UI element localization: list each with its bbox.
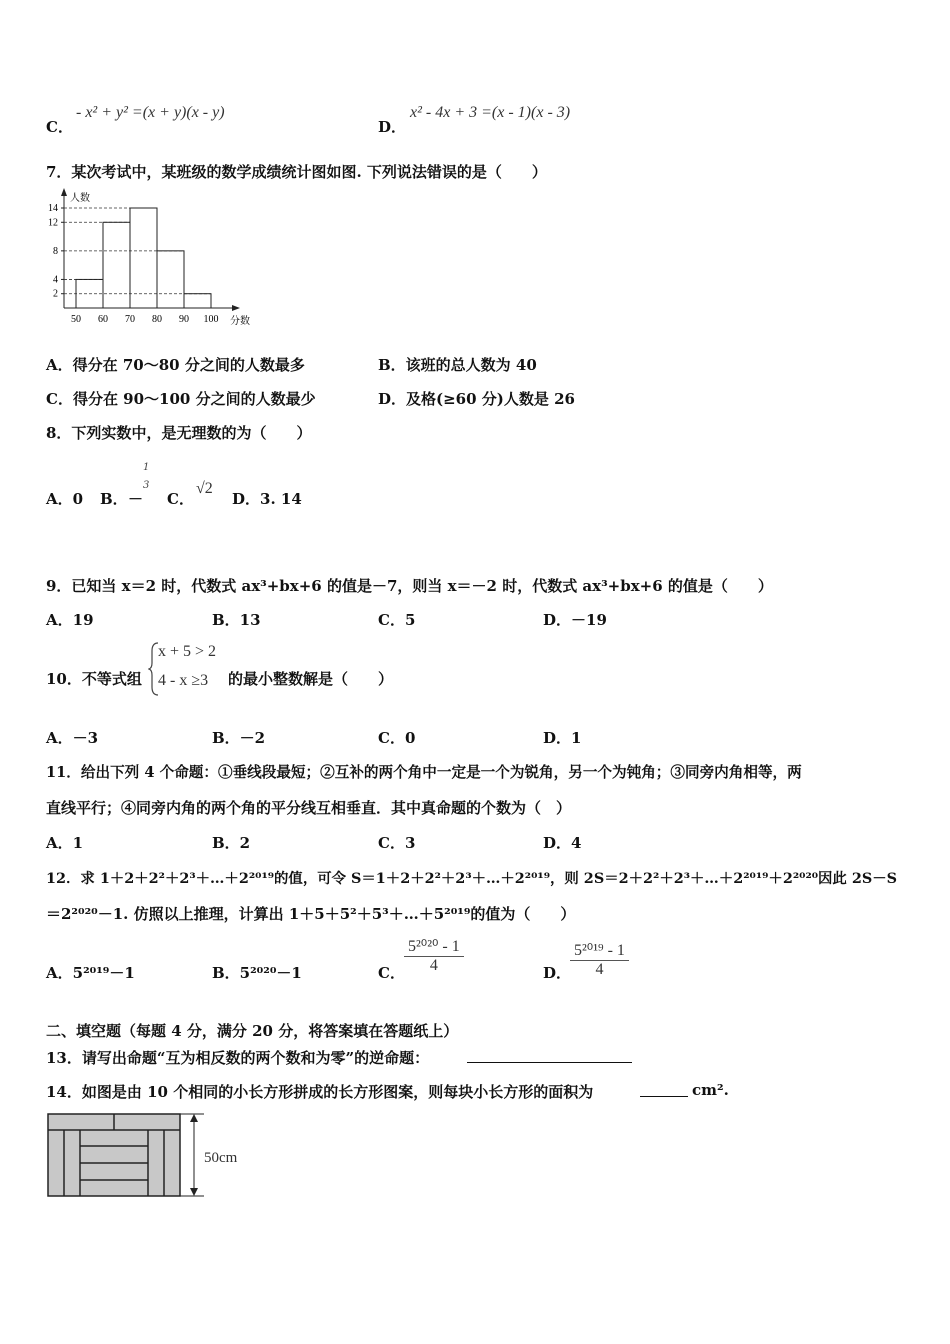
question-12-option-b: B．5²⁰²⁰－1 — [212, 964, 302, 982]
question-14-stem: 14．如图是由 10 个相同的小长方形拼成的长方形图案，则每块小长方形的面积为 — [46, 1083, 594, 1101]
question-14-unit: cm². — [692, 1081, 729, 1099]
q6-option-d-expression: x² - 4x + 3 =(x - 1)(x - 3) — [410, 104, 571, 121]
x-tick-label: 90 — [179, 314, 189, 325]
score-histogram — [40, 188, 270, 333]
question-12-option-a: A．5²⁰¹⁹－1 — [46, 964, 135, 982]
question-11-option-a: A．1 — [46, 834, 84, 852]
question-7-option-b: B．该班的总人数为 40 — [378, 356, 537, 374]
question-8-stem: 8．下列实数中，是无理数的为（ ） — [46, 424, 312, 442]
question-10-inequality-2: 4 - x ≥3 — [158, 672, 209, 689]
bar-90-100 — [184, 294, 211, 308]
x-tick-label: 50 — [71, 314, 81, 325]
figure-height-label: 50cm — [204, 1150, 238, 1166]
question-12-option-d-denominator: 4 — [595, 961, 604, 978]
question-8-option-b-denominator: 3 — [143, 480, 150, 491]
question-8-option-c-label: C． — [167, 490, 194, 508]
question-10-option-c: C．0 — [378, 729, 416, 747]
question-14-answer-blank[interactable] — [640, 1081, 688, 1097]
question-11-option-b: B．2 — [212, 834, 251, 852]
y-axis-title: 人数 — [70, 193, 90, 204]
question-12-option-d-fraction — [570, 940, 629, 979]
question-10-option-b: B．－2 — [212, 729, 266, 747]
section-2-heading: 二、填空题（每题 4 分，满分 20 分，将答案填在答题纸上） — [46, 1022, 459, 1040]
question-7-option-d: D．及格(≥60 分)人数是 26 — [378, 390, 575, 408]
question-9-option-b: B．13 — [212, 611, 261, 629]
question-12-option-d-numerator: 5²⁰¹⁹ - 1 — [570, 940, 629, 961]
question-11-line-2: 直线平行；④同旁内角的两个角的平分线互相垂直．其中真命题的个数为（ ） — [46, 799, 572, 817]
question-9-stem: 9．已知当 x＝2 时，代数式 ax³+bx+6 的值是－7，则当 x＝－2 时，代数式 ax³+bx+6 的值是（ ） — [46, 577, 773, 595]
x-tick-label: 60 — [98, 314, 108, 325]
question-8-option-b-minus: － — [128, 490, 144, 508]
y-tick-label: 8 — [53, 245, 58, 257]
question-11-option-c: C．3 — [378, 834, 416, 852]
question-10-inequality-1: x + 5 > 2 — [158, 643, 217, 660]
question-12-line-1: 12．求 1＋2＋2²＋2³＋…＋2²⁰¹⁹的值，可令 S＝1＋2＋2²＋2³＋…＋2²⁰¹⁹，则 2S＝2＋2²＋2³＋…＋2²⁰¹⁹＋2²⁰²⁰因此 2S－S — [46, 870, 898, 887]
question-10-prefix: 10．不等式组 — [46, 670, 142, 688]
y-axis-arrow — [61, 188, 67, 196]
bar-80-90 — [157, 251, 184, 308]
question-12-option-c-fraction — [404, 936, 464, 975]
question-8-option-d: D．3. 14 — [232, 490, 302, 508]
question-12-line-2: ＝2²⁰²⁰－1. 仿照以上推理，计算出 1＋5＋5²＋5³＋…＋5²⁰¹⁹的值为（ ） — [46, 905, 576, 923]
question-11-option-d: D．4 — [543, 834, 582, 852]
question-9-option-a: A．19 — [46, 611, 94, 629]
question-12-option-c-label: C． — [378, 964, 405, 982]
question-7-stem: 7．某次考试中，某班级的数学成绩统计图如图. 下列说法错误的是（ ） — [46, 163, 547, 181]
x-tick-label: 80 — [152, 314, 162, 325]
question-13-answer-blank[interactable] — [467, 1047, 632, 1063]
question-9-option-d: D．－19 — [543, 611, 607, 629]
question-13-stem: 13．请写出命题“互为相反数的两个数和为零”的逆命题： — [46, 1049, 430, 1067]
question-12-option-c-numerator: 5²⁰²⁰ - 1 — [404, 936, 464, 957]
q6-option-c-label: C． — [46, 118, 73, 136]
question-8-option-b-label: B． — [100, 490, 128, 508]
question-8-option-c-sqrt: √2 — [196, 480, 213, 497]
question-10-option-d: D．1 — [543, 729, 582, 747]
y-tick-label: 4 — [53, 274, 58, 286]
question-10-option-a: A．－3 — [46, 729, 99, 747]
bar-60-70 — [103, 222, 130, 308]
x-tick-label: 100 — [203, 314, 219, 325]
bar-70-80 — [130, 208, 157, 308]
x-axis-arrow — [232, 305, 240, 311]
y-tick-label: 12 — [48, 217, 58, 229]
question-7-option-a: A．得分在 70～80 分之间的人数最多 — [46, 356, 305, 374]
y-tick-label: 2 — [53, 288, 58, 300]
question-7-option-c: C．得分在 90～100 分之间的人数最少 — [46, 390, 316, 408]
q6-option-d-label: D． — [378, 118, 407, 136]
question-11-line-1: 11．给出下列 4 个命题：①垂线段最短；②互补的两个角中一定是一个为锐角，另一个为钝角；③同旁内角相等，两 — [46, 764, 802, 781]
question-12-option-c-denominator: 4 — [429, 957, 438, 974]
question-10-suffix: 的最小整数解是（ ） — [228, 670, 394, 688]
question-12-option-d-label: D． — [543, 964, 572, 982]
y-tick-label: 14 — [48, 203, 58, 214]
x-axis-title: 分数 — [230, 316, 250, 327]
q6-option-c-expression: - x² + y² =(x + y)(x - y) — [76, 104, 225, 121]
x-tick-label: 70 — [125, 314, 135, 325]
question-8-option-a: A．0 — [46, 490, 84, 508]
question-9-option-c: C．5 — [378, 611, 416, 629]
question-8-option-b-numerator: 1 — [143, 462, 150, 473]
